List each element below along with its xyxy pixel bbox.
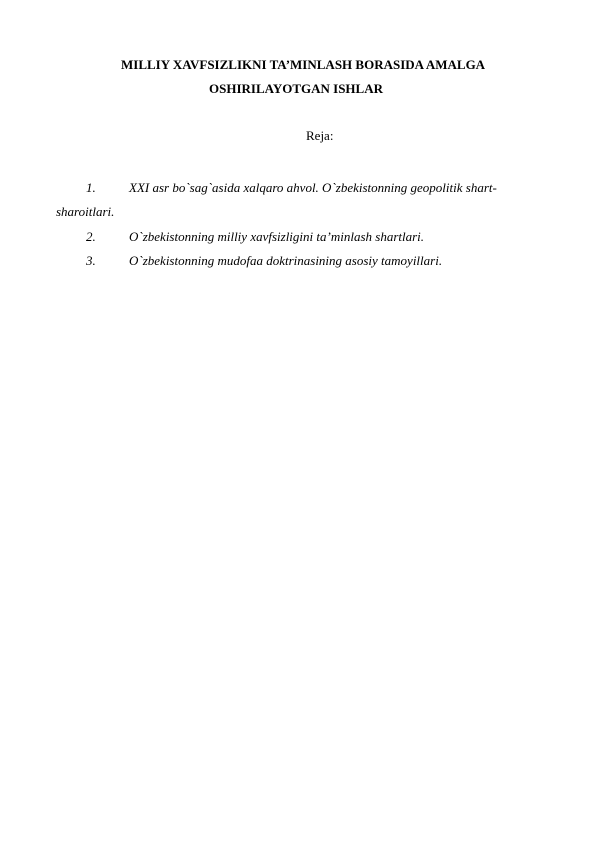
- plan-item-number: 2.: [86, 229, 96, 244]
- plan-item-text: XXI asr bo`sag`asida xalqaro ahvol. O`zbekistonning geopolitik shart-: [129, 180, 497, 195]
- plan-heading: Reja:: [306, 128, 334, 143]
- document-title-line-1: MILLIY XAVFSIZLIKNI TA’MINLASH BORASIDA AMALGA: [121, 57, 486, 72]
- plan-item-1-continuation: sharoitlari.: [56, 204, 115, 219]
- plan-item-number: 1.: [86, 180, 96, 195]
- document-title-line-2: OSHIRILAYOTGAN ISHLAR: [209, 81, 383, 96]
- plan-item-text: O`zbekistonning mudofaa doktrinasining asosiy tamoyillari.: [129, 253, 443, 268]
- plan-item-text: O`zbekistonning milliy xavfsizligini ta’minlash shartlari.: [129, 229, 425, 244]
- plan-item-number: 3.: [86, 253, 96, 268]
